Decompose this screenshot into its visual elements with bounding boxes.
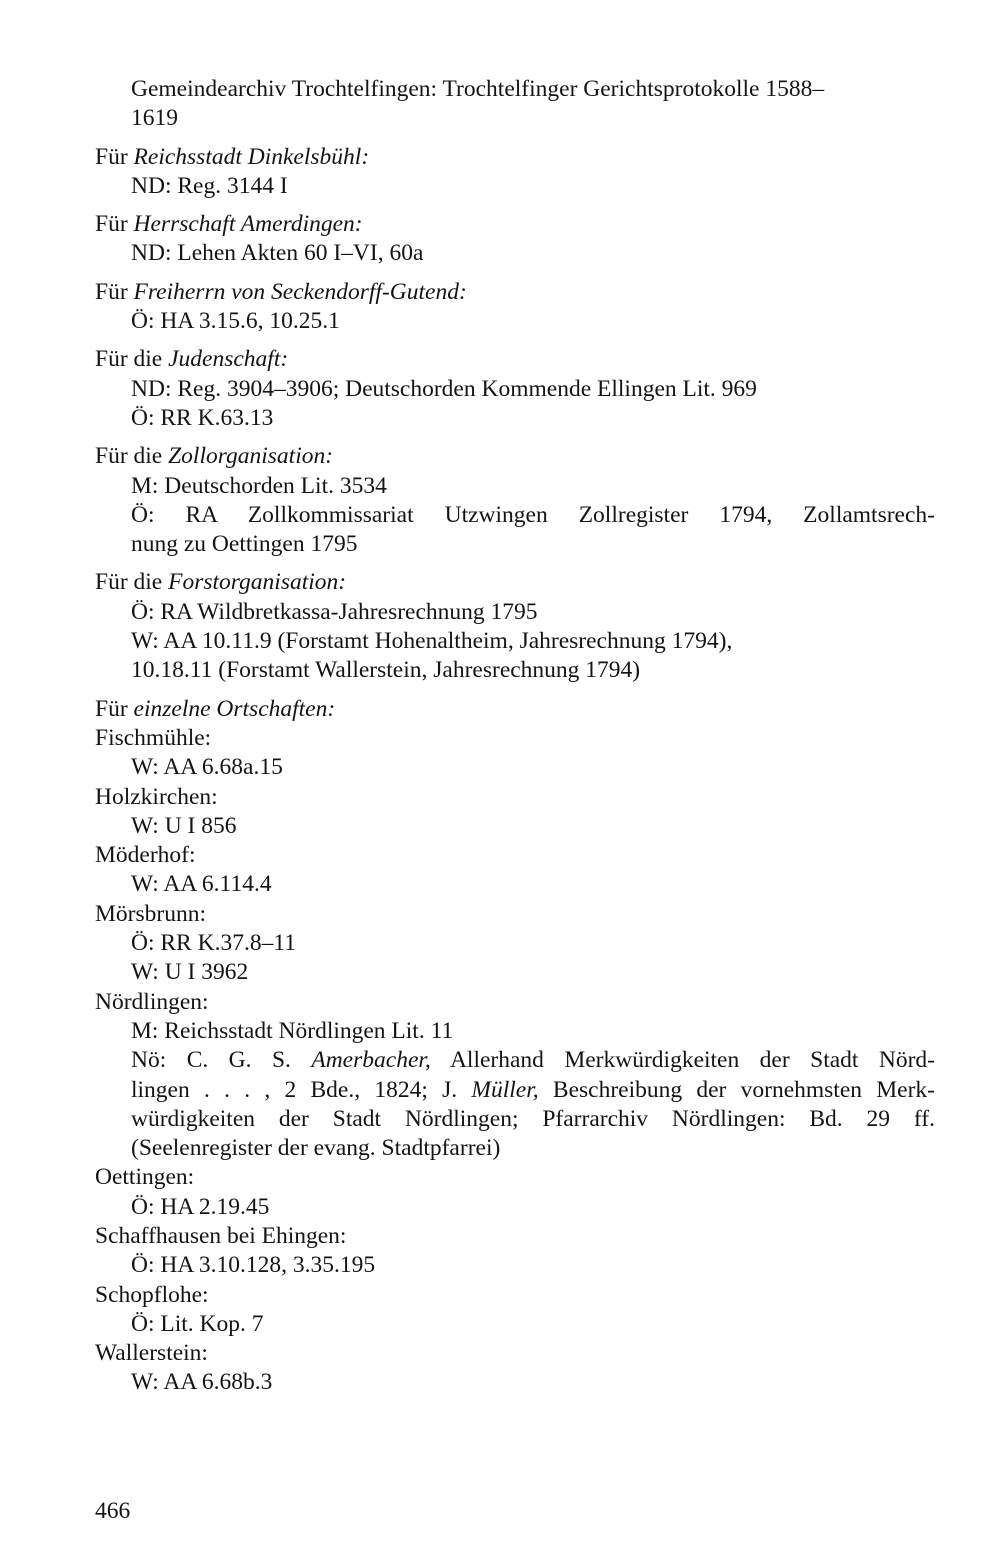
place-name: Oettingen:	[95, 1164, 195, 1191]
section-heading: Für die Zollorganisation:	[95, 443, 334, 470]
section-heading: Für Reichsstadt Dinkelsbühl:	[95, 143, 370, 170]
place-name: Fischmühle:	[95, 724, 212, 751]
intro-line: Gemeindearchiv Trochtelfingen: Trochtelfinger Gerichtsprotokolle 1588–	[131, 76, 825, 102]
archive-entry-continuation: würdigkeiten der Stadt Nördlingen; Pfarrarchiv Nördlingen: Bd. 29 ff.	[131, 1105, 935, 1132]
archive-entry: W: AA 10.11.9 (Forstamt Hohenaltheim, Jahresrechnung 1794),	[131, 628, 733, 655]
place-name: Nördlingen:	[95, 988, 209, 1015]
intro-line: 1619	[131, 105, 178, 132]
archive-entry: ND: Reg. 3144 I	[131, 172, 288, 199]
archive-entry: ND: Reg. 3904–3906; Deutschorden Kommende Ellingen Lit. 969	[131, 375, 757, 402]
archive-entry-continuation: (Seelenregister der evang. Stadtpfarrei)	[131, 1135, 501, 1162]
place-name: Schaffhausen bei Ehingen:	[95, 1222, 347, 1249]
archive-entry: Ö: RR K.63.13	[131, 404, 274, 431]
archive-entry: W: U I 856	[131, 812, 237, 839]
archive-entry: M: Deutschorden Lit. 3534	[131, 472, 387, 499]
archive-entry: Ö: HA 3.15.6, 10.25.1	[131, 308, 340, 335]
archive-entry: Ö: RA Wildbretkassa-Jahresrechnung 1795	[131, 598, 538, 625]
section-heading: Für Freiherrn von Seckendorff-Gutend:	[95, 278, 467, 305]
archive-entry: W: U I 3962	[131, 959, 249, 986]
archive-entry-continuation: nung zu Oettingen 1795	[131, 531, 358, 558]
archive-entry: Ö: Lit. Kop. 7	[131, 1310, 264, 1337]
page-number: 466	[95, 1498, 131, 1524]
archive-entry: Ö: RA Zollkommissariat Utzwingen Zollregister 1794, Zollamtsrech-	[131, 501, 935, 528]
archive-entry: M: Reichsstadt Nördlingen Lit. 11	[131, 1017, 454, 1044]
archive-entry: W: AA 6.68b.3	[131, 1369, 273, 1396]
archive-entry: Ö: HA 3.10.128, 3.35.195	[131, 1252, 376, 1279]
section-heading: Für einzelne Ortschaften:	[95, 695, 336, 722]
archive-entry-continuation: lingen . . . , 2 Bde., 1824; J. Müller, Beschreibung der vornehmsten Merk-	[131, 1076, 935, 1103]
archive-entry: Ö: HA 2.19.45	[131, 1193, 270, 1220]
section-heading: Für die Judenschaft:	[95, 346, 289, 373]
place-name: Möderhof:	[95, 842, 196, 869]
archive-entry: Nö: C. G. S. Amerbacher, Allerhand Merkwürdigkeiten der Stadt Nörd-	[131, 1047, 935, 1074]
archive-entry: ND: Lehen Akten 60 I–VI, 60a	[131, 240, 424, 267]
text-block	[95, 75, 935, 1398]
place-name: Schopflohe:	[95, 1281, 209, 1308]
archive-entry: W: AA 6.114.4	[131, 871, 272, 898]
archive-entry: Ö: RR K.37.8–11	[131, 930, 296, 957]
place-name: Holzkirchen:	[95, 783, 218, 810]
archive-entry-continuation: 10.18.11 (Forstamt Wallerstein, Jahresrechnung 1794)	[131, 657, 641, 684]
section-heading: Für die Forstorganisation:	[95, 569, 347, 596]
place-name: Mörsbrunn:	[95, 900, 206, 927]
section-heading: Für Herrschaft Amerdingen:	[95, 211, 363, 238]
archive-entry: W: AA 6.68a.15	[131, 754, 283, 781]
place-name: Wallerstein:	[95, 1340, 208, 1367]
